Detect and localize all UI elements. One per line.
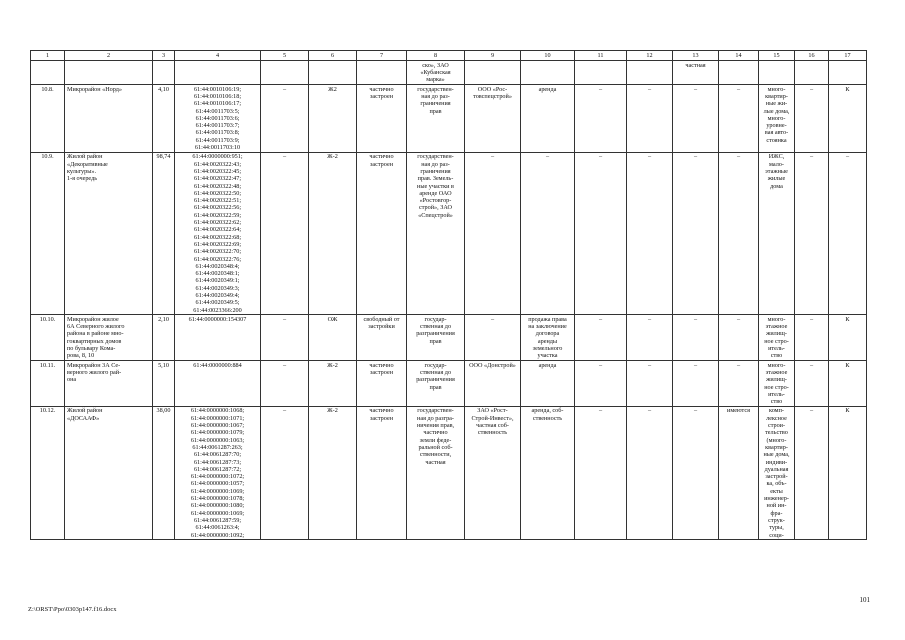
cell bbox=[357, 61, 407, 85]
column-number: 14 bbox=[719, 51, 759, 61]
cell-c12: – bbox=[627, 361, 673, 407]
cell bbox=[65, 61, 153, 85]
cell-c13: – bbox=[673, 361, 719, 407]
cell-c11: – bbox=[575, 406, 627, 539]
table-row bbox=[31, 406, 867, 539]
cell-c11: – bbox=[575, 152, 627, 315]
build-state: частично застроен bbox=[357, 85, 407, 153]
plot-name: Жилой район «ДОСААФ» bbox=[65, 406, 153, 539]
cell-c14: – bbox=[719, 315, 759, 361]
table-row bbox=[31, 361, 867, 407]
cell-c13: – bbox=[673, 406, 719, 539]
row-number: 10.10. bbox=[31, 315, 65, 361]
column-number: 3 bbox=[153, 51, 175, 61]
zone-code: Ж-2 bbox=[309, 152, 357, 315]
column-number: 5 bbox=[261, 51, 309, 61]
cadastral-numbers: 61:44:0000000:884 bbox=[175, 361, 261, 407]
plot-name: Микрорайон «Норд» bbox=[65, 85, 153, 153]
column-number: 13 bbox=[673, 51, 719, 61]
page-number: 101 bbox=[859, 596, 870, 604]
ownership-type: государ- ственная до разграничения прав bbox=[407, 315, 465, 361]
cell-c17: К bbox=[829, 361, 867, 407]
cell-c17: – bbox=[829, 152, 867, 315]
cell-c11: – bbox=[575, 85, 627, 153]
cadastral-numbers: 61:44:0000000:1068; 61:44:0000000:1071; 61:44:0000000:1067; 61:44:0000000:1079; 61:44:0000000:1063; 61:44:0061287:263; 61:44:0061287:70; 61:44:0061287:73; 61:44:0061287:72; 61:44:0000000:1072; 61:44:0000000:1057; 61:44:0000000:1069; 61:44:0000000:1078; 61:44:0000000:1080; 61:44:0000000:1069; 61:44:0061287:59; 61:44:0061263:4; 61:44:0000000:1092; bbox=[175, 406, 261, 539]
column-number: 12 bbox=[627, 51, 673, 61]
cell bbox=[175, 61, 261, 85]
cell-c16: – bbox=[795, 406, 829, 539]
right-type: аренда bbox=[521, 85, 575, 153]
cell-c13: – bbox=[673, 85, 719, 153]
plot-name: Микрорайон жилое 6А Северного жилого района в районе мно- гоквартирных домов по бульвару Кома- рова, 8, 10 bbox=[65, 315, 153, 361]
table-row bbox=[31, 85, 867, 153]
right-holder: ЗАО «Рост- Строй-Инвест», частная соб- ственность bbox=[465, 406, 521, 539]
permitted-use: комп- лексное строи- тельство (много- квартир- ные дома, индиви- дуальная застрой- ка, объ- екты инженер- ной ин- фра- струк- туры, соци- bbox=[759, 406, 795, 539]
permitted-use: много- этажное жилищ- ное стро- итель- ство bbox=[759, 361, 795, 407]
zone-code: Ж-2 bbox=[309, 361, 357, 407]
cell-c14: – bbox=[719, 85, 759, 153]
cell-c16: – bbox=[795, 315, 829, 361]
cell-c13-carry: частная bbox=[673, 61, 719, 85]
table-row bbox=[31, 315, 867, 361]
cell bbox=[795, 61, 829, 85]
cell-c16: – bbox=[795, 361, 829, 407]
column-number: 7 bbox=[357, 51, 407, 61]
row-number: 10.9. bbox=[31, 152, 65, 315]
cell bbox=[465, 61, 521, 85]
build-state: частично застроен bbox=[357, 361, 407, 407]
cell-c14: имеются bbox=[719, 406, 759, 539]
build-state: частично застроен bbox=[357, 406, 407, 539]
column-number: 9 bbox=[465, 51, 521, 61]
cell bbox=[261, 61, 309, 85]
cell bbox=[521, 61, 575, 85]
column-number: 15 bbox=[759, 51, 795, 61]
zone-code: ОЖ bbox=[309, 315, 357, 361]
cell-c11: – bbox=[575, 361, 627, 407]
cell bbox=[829, 61, 867, 85]
right-holder: – bbox=[465, 315, 521, 361]
permitted-use: много- квартир- ные жи- лые дома, много- уровне- вая авто- стоянка bbox=[759, 85, 795, 153]
column-number: 1 bbox=[31, 51, 65, 61]
build-state: частично застроен bbox=[357, 152, 407, 315]
cell-c13: – bbox=[673, 152, 719, 315]
cell-c12: – bbox=[627, 152, 673, 315]
column-number: 16 bbox=[795, 51, 829, 61]
row-number: 10.11. bbox=[31, 361, 65, 407]
cell-c12: – bbox=[627, 315, 673, 361]
cell-c5: – bbox=[261, 315, 309, 361]
right-type: – bbox=[521, 152, 575, 315]
permitted-use: ИЖС, мало- этажные жилые дома bbox=[759, 152, 795, 315]
cell-c17: К bbox=[829, 406, 867, 539]
cell bbox=[575, 61, 627, 85]
land-plots-table bbox=[30, 50, 867, 540]
plot-area: 5,10 bbox=[153, 361, 175, 407]
column-number: 10 bbox=[521, 51, 575, 61]
column-number: 17 bbox=[829, 51, 867, 61]
file-path: Z:\ORST\Ppo\0303p147.f16.docx bbox=[28, 606, 117, 613]
build-state: свободный от застройки bbox=[357, 315, 407, 361]
cell bbox=[153, 61, 175, 85]
right-holder: ООО «Донстрой» bbox=[465, 361, 521, 407]
cadastral-numbers: 61:44:0000000:154307 bbox=[175, 315, 261, 361]
column-number: 11 bbox=[575, 51, 627, 61]
ownership-type: государствен- ная до раз- граничения прав. Земель- ные участки в аренде ОАО «Ростовгор- строй», ЗАО «Спецстрой» bbox=[407, 152, 465, 315]
cell-c12: – bbox=[627, 85, 673, 153]
column-number: 4 bbox=[175, 51, 261, 61]
cell bbox=[309, 61, 357, 85]
plot-area: 98,74 bbox=[153, 152, 175, 315]
column-number: 6 bbox=[309, 51, 357, 61]
cell bbox=[31, 61, 65, 85]
cell bbox=[719, 61, 759, 85]
cell-c14: – bbox=[719, 361, 759, 407]
cell-c12: – bbox=[627, 406, 673, 539]
column-number-row bbox=[31, 51, 867, 61]
cell-c5: – bbox=[261, 361, 309, 407]
cell-c14: – bbox=[719, 152, 759, 315]
zone-code: Ж-2 bbox=[309, 406, 357, 539]
continuation-row bbox=[31, 61, 867, 85]
right-type: продажа права на заключение договора аренды земельного участка bbox=[521, 315, 575, 361]
right-type: аренда, соб- ственность bbox=[521, 406, 575, 539]
ownership-type: государ- ственная до разграничения прав bbox=[407, 361, 465, 407]
cell-c5: – bbox=[261, 406, 309, 539]
plot-name: Микрорайон 3А Се- верного жилого рай- она bbox=[65, 361, 153, 407]
right-holder: – bbox=[465, 152, 521, 315]
zone-code: Ж2 bbox=[309, 85, 357, 153]
row-number: 10.12. bbox=[31, 406, 65, 539]
cadastral-numbers: 61:44:0000000:951; 61:44:0020322:43; 61:44:0020322:45; 61:44:0020322:47; 61:44:0020322:48; 61:44:0020322:50; 61:44:0020322:51; 61:44:0020322:56; 61:44:0020322:59; 61:44:0020322:62; 61:44:0020322:64; 61:44:0020322:68; 61:44:0020322:69; 61:44:0020322:70; 61:44:0020322:76; 61:44:0020348:4; 61:44:0020348:1; 61:44:0020349:1; 61:44:0020349:3; 61:44:0020349:4; 61:44:0020349:5; 61:44:0023366:200 bbox=[175, 152, 261, 315]
cadastral-numbers: 61:44:0010106:19; 61:44:0010106:18; 61:44:0010106:17; 61:44:0011703:5; 61:44:0011703:6; 61:44:0011703:7; 61:44:0011703:8; 61:44:0011703:9; 61:44:0011703:10 bbox=[175, 85, 261, 153]
plot-area: 2,10 bbox=[153, 315, 175, 361]
cell bbox=[759, 61, 795, 85]
right-holder: ООО «Рос- товспецстрой» bbox=[465, 85, 521, 153]
ownership-type: государствен- ная до раз- граничения прав bbox=[407, 85, 465, 153]
cell-c5: – bbox=[261, 85, 309, 153]
row-number: 10.8. bbox=[31, 85, 65, 153]
ownership-type: государствен- ная до разгра- ничения прав, частично земли феде- ральной соб- ственности, частная bbox=[407, 406, 465, 539]
table-row bbox=[31, 152, 867, 315]
cell-ownership-carry: ско», ЗАО «Кубанская марка» bbox=[407, 61, 465, 85]
cell bbox=[627, 61, 673, 85]
cell-c11: – bbox=[575, 315, 627, 361]
plot-area: 4,10 bbox=[153, 85, 175, 153]
column-number: 8 bbox=[407, 51, 465, 61]
cell-c16: – bbox=[795, 152, 829, 315]
plot-area: 38,00 bbox=[153, 406, 175, 539]
right-type: аренда bbox=[521, 361, 575, 407]
permitted-use: много- этажное жилищ- ное стро- итель- ство bbox=[759, 315, 795, 361]
cell-c17: К bbox=[829, 85, 867, 153]
cell-c17: К bbox=[829, 315, 867, 361]
cell-c16: – bbox=[795, 85, 829, 153]
cell-c5: – bbox=[261, 152, 309, 315]
cell-c13: – bbox=[673, 315, 719, 361]
column-number: 2 bbox=[65, 51, 153, 61]
plot-name: Жилой район «Декоративные культуры». 1-я очередь bbox=[65, 152, 153, 315]
